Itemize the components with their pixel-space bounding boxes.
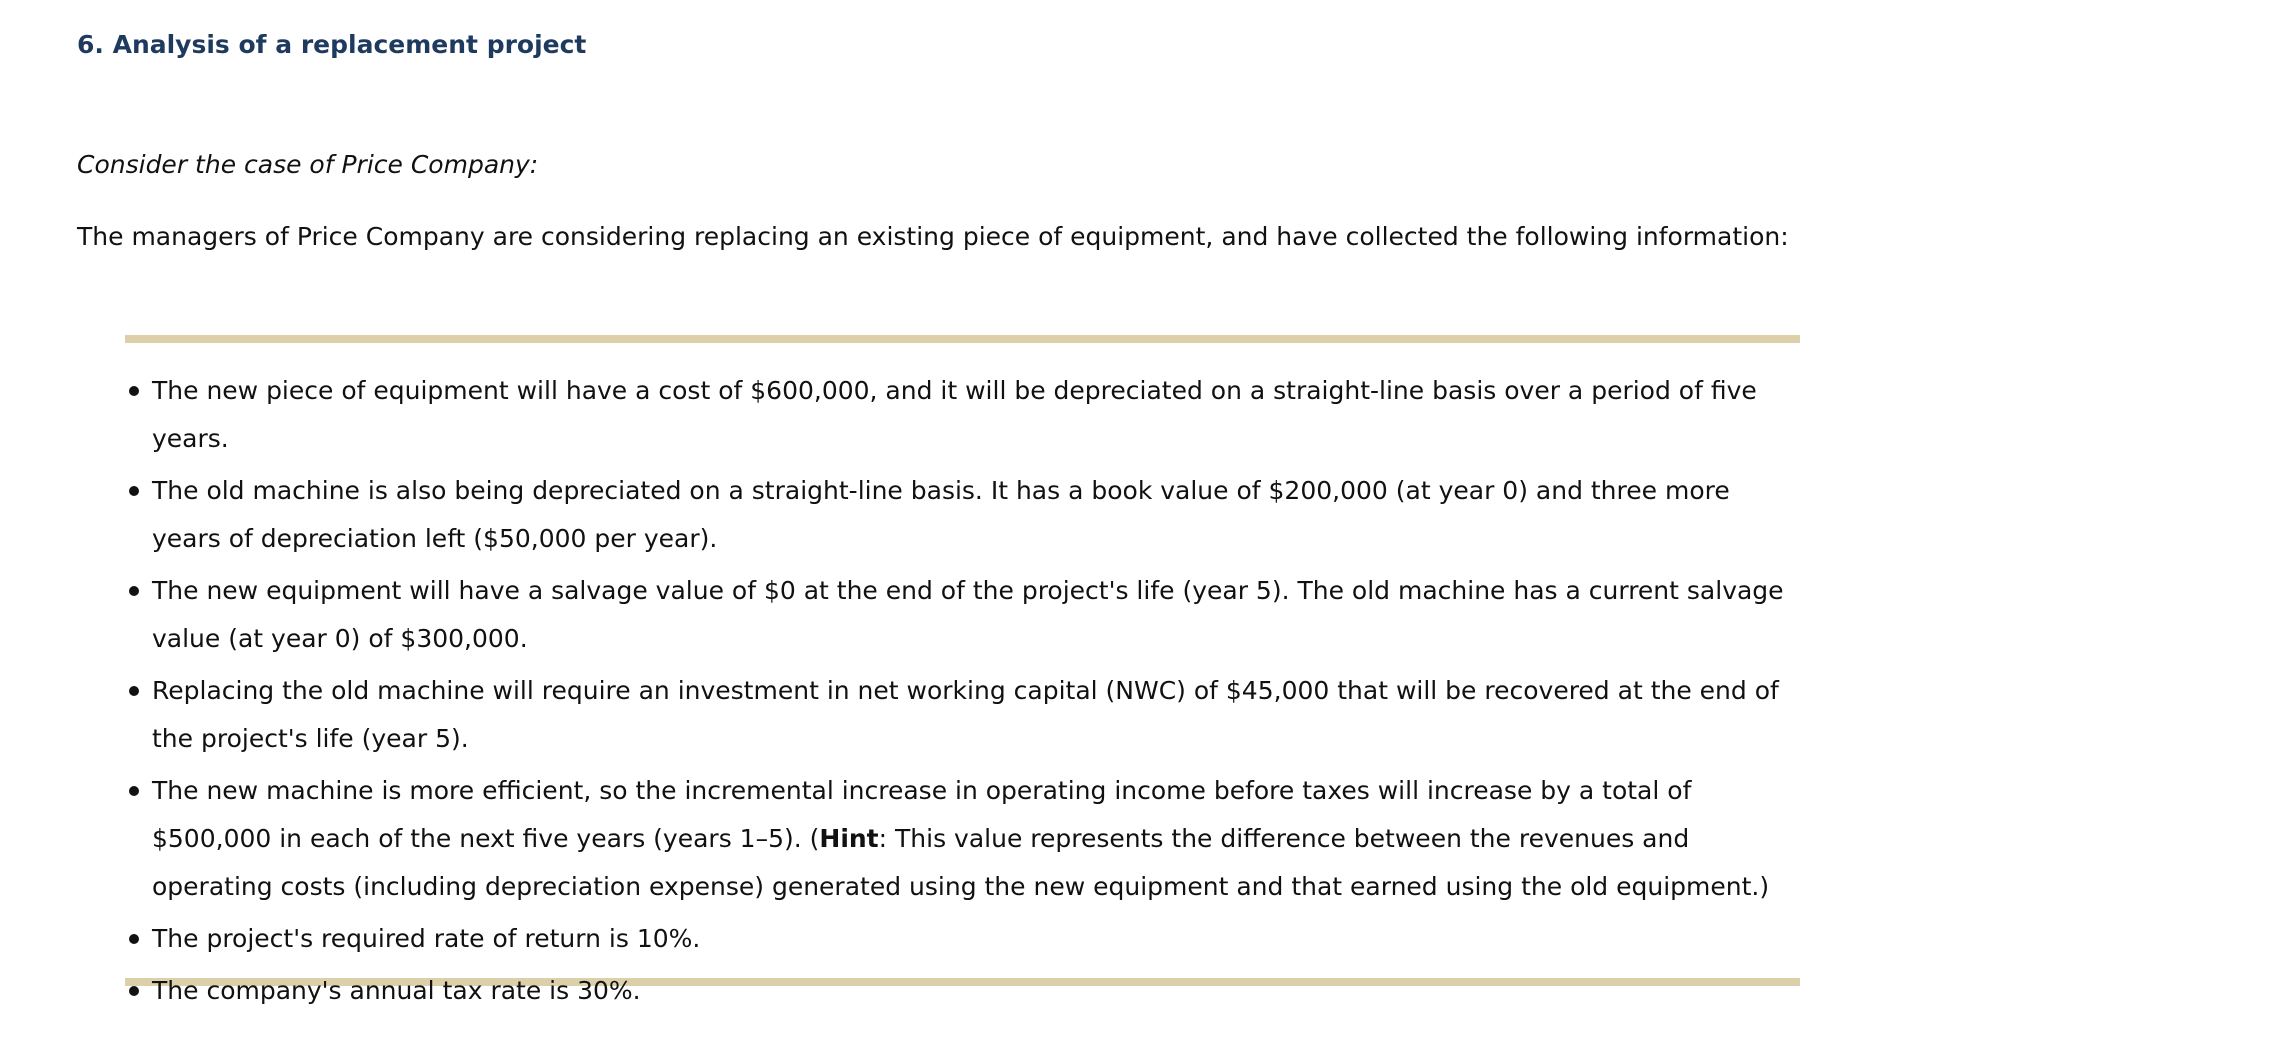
list-item-text: The project's required rate of return is 10%. xyxy=(152,924,701,953)
list-item-tax-rate xyxy=(125,967,1800,1015)
bullet-icon xyxy=(129,934,139,944)
lead-paragraph: The managers of Price Company are considering replacing an existing piece of equipment, and have collected the following information: xyxy=(77,222,1789,251)
bullet-icon xyxy=(129,486,139,496)
list-item-nwc xyxy=(125,667,1800,763)
list-item-text-after: : This value represents the difference between the revenues and operating costs (including depreciation expense) generated using the new equipment and that earned using the old equipment.) xyxy=(152,824,1770,901)
list-item-rate-of-return xyxy=(125,915,1800,963)
bullet-icon xyxy=(129,586,139,596)
info-box xyxy=(125,335,1800,1005)
list-item-text: The old machine is also being depreciated on a straight-line basis. It has a book value of $200,000 (at year 0) and three more years of depreciation left ($50,000 per year). xyxy=(152,476,1730,553)
list-item-cost xyxy=(125,367,1800,463)
list-item-text: The new equipment will have a salvage value of $0 at the end of the project's life (year 5). The old machine has a current salvage value (at year 0) of $300,000. xyxy=(152,576,1784,653)
hint-label: Hint xyxy=(819,824,879,853)
list-item-old-machine xyxy=(125,467,1800,563)
list-item-salvage xyxy=(125,567,1800,663)
section-title: 6. Analysis of a replacement project xyxy=(77,30,587,59)
list-item-text: Replacing the old machine will require an investment in net working capital (NWC) of $45,000 that will be recovered at the end of the project's life (year 5). xyxy=(152,676,1779,753)
list-item-efficiency xyxy=(125,767,1800,911)
bullet-icon xyxy=(129,986,139,996)
bullet-icon xyxy=(129,386,139,396)
info-list xyxy=(125,367,1800,1019)
list-item-text: The company's annual tax rate is 30%. xyxy=(152,976,641,1005)
intro-text: Consider the case of Price Company: xyxy=(77,150,539,179)
bullet-icon xyxy=(129,786,139,796)
bullet-icon xyxy=(129,686,139,696)
list-item-text: The new piece of equipment will have a cost of $600,000, and it will be depreciated on a straight-line basis over a period of five years. xyxy=(152,376,1757,453)
list-item-text-before: The new machine is more efficient, so the incremental increase in operating income before taxes will increase by a total of $500,000 in each of the next five years (years 1–5). ( xyxy=(152,776,1692,853)
